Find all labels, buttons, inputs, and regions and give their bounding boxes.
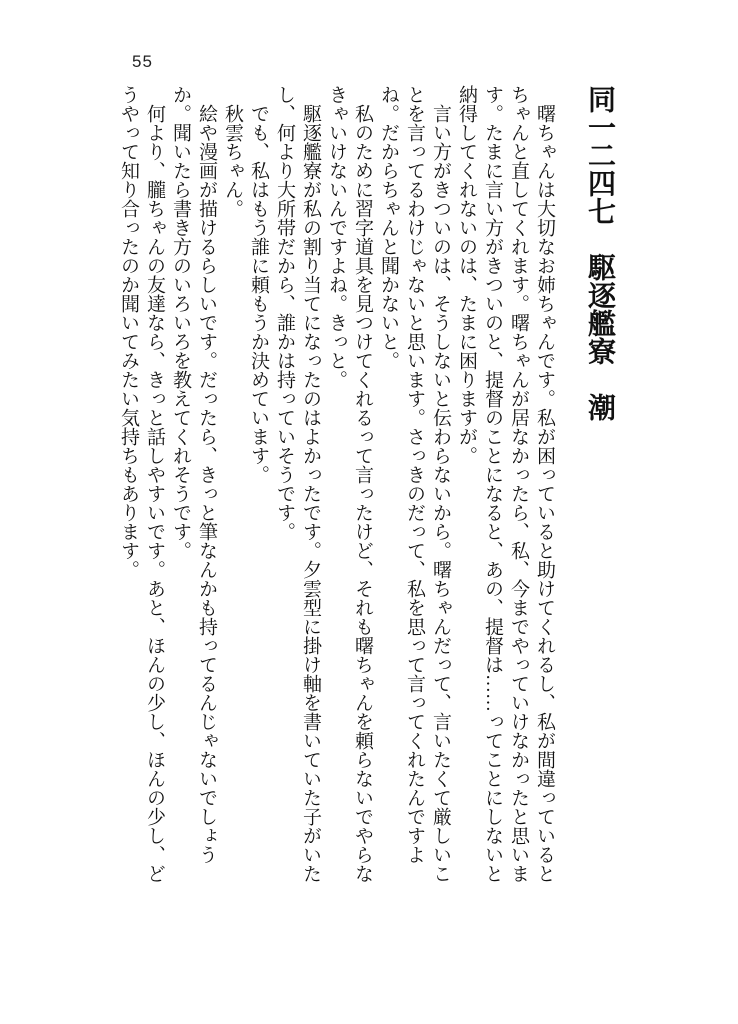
paragraph-5: でも、私はもう誰に頼もうか決めています。 (248, 104, 269, 484)
paragraph-4: 駆逐艦寮が私の割り当てになったのはよかったです。夕雲型に掛け軸を書いていた子がいたし、何より大所帯だから、誰かは持っていそうです。 (274, 85, 321, 883)
paragraph-7: 絵や漫画が描けるらしいです。だったら、きっと筆なんかも持ってるんじゃないでしょうか。聞いたら書き方のいろいろを教えてくれそうです。 (170, 85, 217, 864)
paragraph-8: 何より、朧ちゃんの友達なら、きっと話しやすいです。あと、ほんの少し、ほんの少し、どうやって知り合ったのか聞いてみたい気持ちもあります。 (118, 85, 165, 883)
chapter-title: 同一二四七 駆逐艦寮 潮 (585, 85, 616, 421)
paragraph-3: 私のために習字道具を見つけてくれるって言ったけど、それも曙ちゃんを頼らないでやらなきゃいけないんですよね。きっと。 (326, 85, 373, 883)
paragraph-2: 言い方がきついのは、そうしないと伝わらないから。曙ちゃんだって、言いたくて厳しいことを言ってるわけじゃないと思います。さっきのだって、私を思って言ってくれたんですよね。だからちゃんと聞かないと。 (378, 85, 451, 883)
paragraph-1: 曙ちゃんは大切なお姉ちゃんです。私が困っていると助けてくれるし、私が間違っているとちゃんと直してくれます。曙ちゃんが居なかったら、私、今までやっていけなかったと思います。たまに言い方がきついのと、提督のことになると、あの、提督は……ってことにしないと納得してくれないのは、たまに困りますが。 (456, 85, 555, 883)
vertical-text-block (115, 85, 617, 885)
page-number: 55 (132, 52, 153, 71)
paragraph-6: 秋雲ちゃん。 (222, 104, 243, 218)
